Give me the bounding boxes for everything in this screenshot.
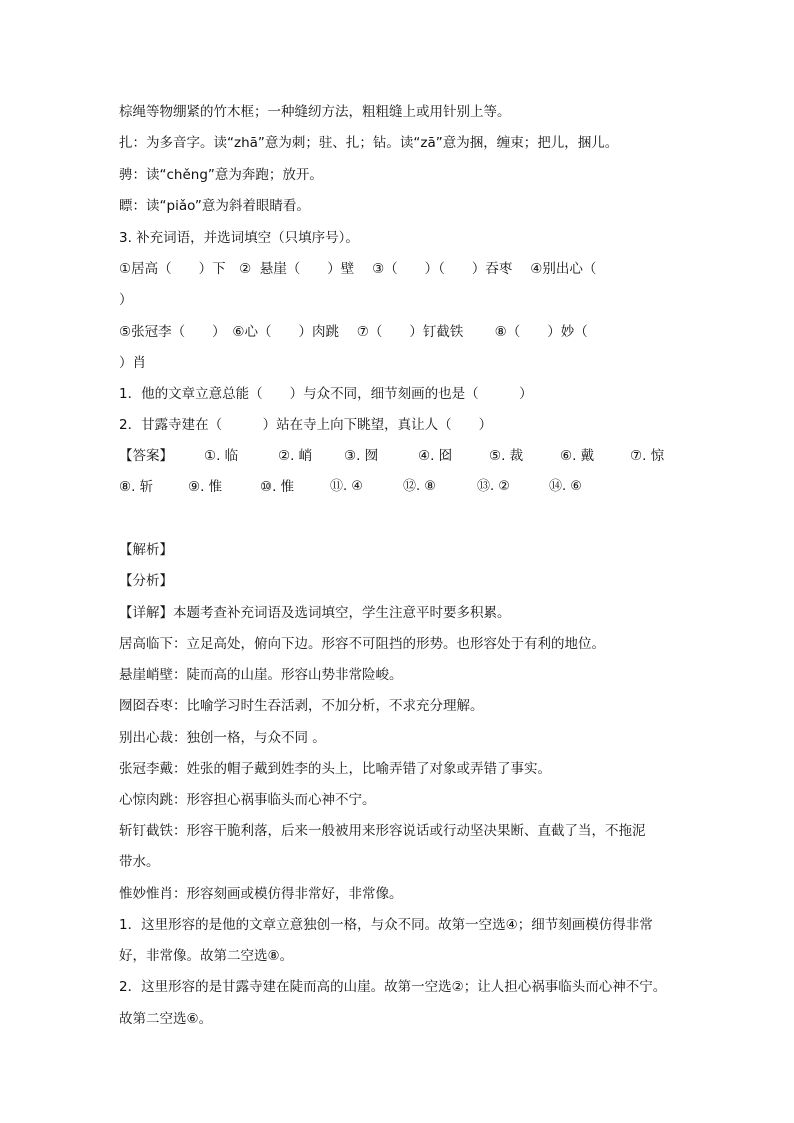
idiom-explanation: 居高临下：立足高处，俯向下边。形容不可阻挡的形势。也形容处于有利的地位。: [119, 636, 605, 652]
answer-item: ⑧. 斩: [119, 479, 154, 495]
detail-paragraph: 【详解】本题考查补充词语及选词填空，学生注意平时要多积累。: [119, 605, 511, 621]
answer-item: ⑦. 惊: [630, 448, 665, 464]
question-title: 3. 补充词语，并选词填空（只填序号）。: [119, 230, 359, 246]
question-row-1: ①居高（ ）下 ② 悬崖（ ）壁 ③（ ）（ ）吞枣 ④别出心（: [119, 261, 597, 277]
idiom-explanation: 斩钉截铁：形容干脆利落，后来一般被用来形容说话或行动坚决果断、直截了当，不拖泥: [119, 823, 646, 839]
answer-item: ⑬. ②: [477, 479, 510, 494]
idiom-explanation: 别出心裁：独创一格，与众不同 。: [119, 730, 326, 746]
idiom-explanation: 悬崖峭壁：陡而高的山崖。形容山势非常险峻。: [119, 667, 403, 683]
answer-item: ④. 囵: [418, 448, 453, 464]
answer-item: ⑭. ⑥: [549, 479, 582, 494]
intro-line-2: 扎：为多音字。读“zhā”意为刺；驻、扎；钻。读“zā”意为捆，缠束；把儿，捆儿。: [119, 135, 619, 151]
intro-line-4: 瞟：读“piǎo”意为斜着眼睛看。: [119, 198, 310, 214]
idiom-explanation: 张冠李戴：姓张的帽子戴到姓李的头上，比喻弄错了对象或弄错了事实。: [119, 761, 551, 777]
explanation-paragraph: 故第二空选⑥。: [119, 1011, 213, 1027]
fenxi-heading: 【分析】: [119, 573, 173, 589]
answer-item: ②. 峭: [278, 448, 313, 464]
question-row-1-continued: ）: [119, 292, 133, 308]
answer-item: ⑩. 惟: [260, 479, 295, 495]
intro-line-3: 骋：读“chěng”意为奔跑；放开。: [119, 167, 323, 183]
answer-item: ⑤. 裁: [489, 448, 524, 464]
idiom-explanation: 囫囵吞枣：比喻学习时生吞活剥，不加分析，不求充分理解。: [119, 698, 484, 714]
answer-item: ③. 囫: [344, 448, 379, 464]
explanation-paragraph: 1．这里形容的是他的文章立意独创一格，与众不同。故第一空选④；细节刻画模仿得非常: [119, 917, 653, 933]
analysis-heading: 【解析】: [119, 542, 173, 558]
explanation-paragraph: 好，非常像。故第二空选⑧。: [119, 948, 294, 964]
idiom-explanation: 心惊肉跳：形容担心祸事临头而心神不宁。: [119, 792, 376, 808]
answer-item: ⑫. ⑧: [403, 479, 436, 494]
intro-line-1: 棕绳等物绷紧的竹木框；一种缝纫方法，粗粗缝上或用针别上等。: [119, 104, 511, 120]
idiom-explanation: 惟妙惟肖：形容刻画或模仿得非常好，非常像。: [119, 886, 403, 902]
question-row-2-continued: ）肖: [119, 355, 146, 371]
answer-item: ⑪. ④: [330, 479, 363, 494]
question-row-2: ⑤张冠李（ ） ⑥心（ ）肉跳 ⑦（ ）钉截铁 ⑧（ ）妙（: [119, 324, 588, 340]
idiom-explanation: 带水。: [119, 854, 160, 870]
answer-item: ⑨. 惟: [188, 479, 223, 495]
answer-item: ⑥. 戴: [560, 448, 595, 464]
explanation-paragraph: 2．这里形容的是甘露寺建在陡而高的山崖。故第一空选②；让人担心祸事临头而心神不宁。: [119, 979, 667, 995]
fill-sentence-2: 2．甘露寺建在（ ）站在寺上向下眺望，真让人（ ）: [119, 417, 493, 433]
answer-item: ①. 临: [204, 448, 239, 464]
fill-sentence-1: 1．他的文章立意总能（ ）与众不同，细节刻画的也是（ ）: [119, 386, 533, 402]
answer-label: 【答案】: [119, 448, 173, 464]
